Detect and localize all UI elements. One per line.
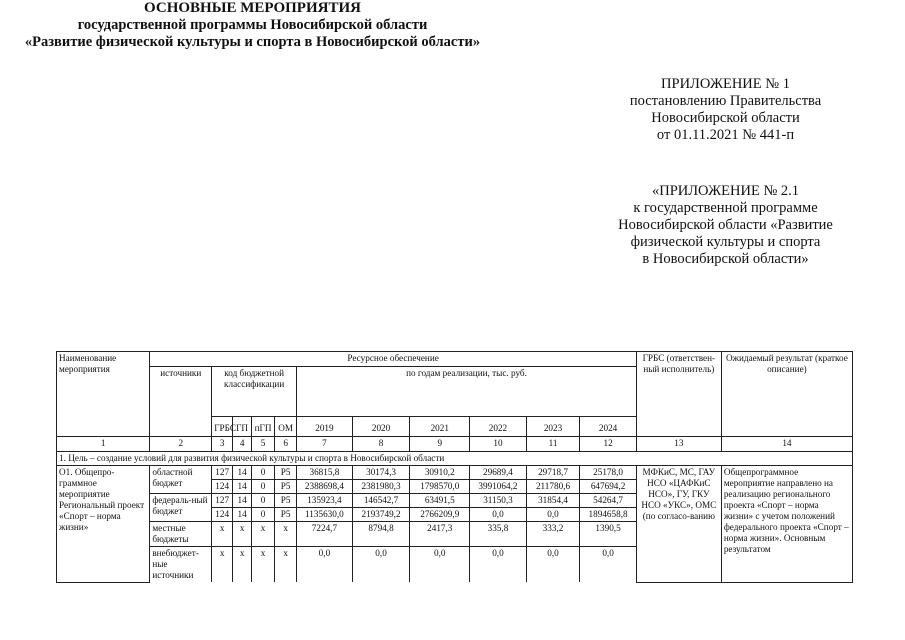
header-year: 2021 bbox=[410, 417, 470, 437]
document-title bbox=[0, 0, 505, 51]
source-label: местные бюджеты bbox=[150, 522, 212, 547]
appendix-1-line: ПРИЛОЖЕНИЕ № 1 bbox=[661, 76, 790, 92]
header-code: ГП bbox=[233, 417, 252, 437]
cell-gp: x bbox=[233, 547, 252, 583]
cell-value: 29718,7 bbox=[526, 466, 579, 480]
header-year: 2024 bbox=[580, 417, 637, 437]
cell-value: 1390,5 bbox=[580, 522, 637, 547]
cell-value: 8794,8 bbox=[352, 522, 410, 547]
title-line: ОСНОВНЫЕ МЕРОПРИЯТИЯ bbox=[144, 0, 361, 16]
cell-gp: 14 bbox=[233, 494, 252, 508]
cell-pgp: x bbox=[252, 547, 275, 583]
cell-value: 2766209,9 bbox=[410, 508, 470, 522]
cell-value: 0,0 bbox=[526, 508, 579, 522]
table-body bbox=[57, 437, 853, 583]
cell-value: 333,2 bbox=[526, 522, 579, 547]
source-label: внебюджет-ные источники bbox=[150, 547, 212, 583]
title-line: государственной программы Новосибирской области bbox=[77, 17, 428, 33]
cell-om: P5 bbox=[275, 480, 297, 494]
cell-value: 63491,5 bbox=[410, 494, 470, 508]
column-number: 4 bbox=[233, 437, 252, 452]
cell-om: x bbox=[275, 522, 297, 547]
column-number: 7 bbox=[297, 437, 353, 452]
table-header bbox=[57, 352, 853, 437]
cell-grbs: 127 bbox=[212, 466, 233, 480]
cell-value: 211780,6 bbox=[526, 480, 579, 494]
column-number: 5 bbox=[252, 437, 275, 452]
cell-om: P5 bbox=[275, 466, 297, 480]
cell-value: 30910,2 bbox=[410, 466, 470, 480]
appendix-2-line: в Новосибирской области» bbox=[642, 251, 809, 267]
cell-grbs: 127 bbox=[212, 494, 233, 508]
cell-value: 0,0 bbox=[297, 547, 353, 583]
cell-value: 146542,7 bbox=[352, 494, 410, 508]
column-number: 13 bbox=[636, 437, 721, 452]
cell-grbs: x bbox=[212, 522, 233, 547]
column-number: 1 bbox=[57, 437, 150, 452]
cell-pgp: 0 bbox=[252, 508, 275, 522]
column-number: 12 bbox=[580, 437, 637, 452]
cell-gp: x bbox=[233, 522, 252, 547]
column-number: 6 bbox=[275, 437, 297, 452]
executor: МФКиС, МС, ГАУ НСО «ЦАФКиС НСО», ГУ, ГКУ НСО «УКС», ОМС (по согласо-ванию bbox=[636, 466, 721, 583]
cell-value: 31854,4 bbox=[526, 494, 579, 508]
column-number: 2 bbox=[150, 437, 212, 452]
header-code: ГРБС bbox=[212, 417, 233, 437]
title-line: «Развитие физической культуры и спорта в Новосибирской области» bbox=[24, 34, 481, 50]
header-sources: источники bbox=[150, 367, 212, 437]
cell-gp: 14 bbox=[233, 466, 252, 480]
cell-grbs: x bbox=[212, 547, 233, 583]
cell-om: P5 bbox=[275, 494, 297, 508]
cell-value: 0,0 bbox=[526, 547, 579, 583]
header-result: Ожидаемый результат (краткое описание) bbox=[721, 352, 852, 437]
appendix-2-header bbox=[598, 183, 853, 268]
appendix-2-line: к государственной программе bbox=[633, 200, 818, 216]
cell-om: P5 bbox=[275, 508, 297, 522]
cell-value: 30174,3 bbox=[352, 466, 410, 480]
cell-value: 2388698,4 bbox=[297, 480, 353, 494]
goal-row: 1. Цель – создание условий для развития физической культуры и спорта в Новосибирской области bbox=[57, 452, 853, 466]
column-number: 10 bbox=[470, 437, 527, 452]
appendix-1-line: от 01.11.2021 № 441-п bbox=[656, 127, 795, 143]
event-name: О1. Общепро-граммное мероприятие Региональный проект «Спорт – норма жизни» bbox=[57, 466, 150, 583]
column-number: 9 bbox=[410, 437, 470, 452]
cell-value: 29689,4 bbox=[470, 466, 527, 480]
cell-value: 0,0 bbox=[410, 547, 470, 583]
header-grbs-executor: ГРБС (ответствен-ный исполнитель) bbox=[636, 352, 721, 437]
appendix-1-header bbox=[598, 76, 853, 144]
cell-value: 1135630,0 bbox=[297, 508, 353, 522]
cell-value: 335,8 bbox=[470, 522, 527, 547]
column-number-row bbox=[57, 437, 853, 452]
cell-pgp: x bbox=[252, 522, 275, 547]
cell-value: 1894658,8 bbox=[580, 508, 637, 522]
cell-value: 135923,4 bbox=[297, 494, 353, 508]
header-year: 2019 bbox=[297, 417, 353, 437]
cell-value: 31150,3 bbox=[470, 494, 527, 508]
header-year: 2023 bbox=[526, 417, 579, 437]
cell-grbs: 124 bbox=[212, 508, 233, 522]
header-code: ОМ bbox=[275, 417, 297, 437]
cell-value: 2193749,2 bbox=[352, 508, 410, 522]
appendix-2-line: Новосибирской области «Развитие bbox=[618, 217, 833, 233]
cell-value: 0,0 bbox=[352, 547, 410, 583]
cell-value: 36815,8 bbox=[297, 466, 353, 480]
cell-value: 7224,7 bbox=[297, 522, 353, 547]
cell-value: 2417,3 bbox=[410, 522, 470, 547]
column-number: 11 bbox=[526, 437, 579, 452]
header-name: Наименование мероприятия bbox=[57, 352, 150, 437]
source-label: федераль-ный бюджет bbox=[150, 494, 212, 522]
cell-value: 0,0 bbox=[470, 547, 527, 583]
cell-value: 0,0 bbox=[580, 547, 637, 583]
cell-value: 1798570,0 bbox=[410, 480, 470, 494]
expected-result: Общепрограммное мероприятие направлено на реализацию регионального проекта «Спорт – норма жизни» с учетом положений федерального проекта «Спорт – норма жизни». Основным результатом bbox=[721, 466, 852, 583]
header-years: по годам реализации, тыс. руб. bbox=[297, 367, 637, 417]
cell-value: 647694,2 bbox=[580, 480, 637, 494]
main-activities-table bbox=[56, 351, 853, 583]
cell-value: 25178,0 bbox=[580, 466, 637, 480]
column-number: 8 bbox=[352, 437, 410, 452]
appendix-1-line: постановлению Правительства bbox=[629, 93, 822, 109]
cell-pgp: 0 bbox=[252, 494, 275, 508]
appendix-1-line: Новосибирской области bbox=[651, 110, 800, 126]
header-code: пГП bbox=[252, 417, 275, 437]
cell-value: 3991064,2 bbox=[470, 480, 527, 494]
header-budget-code: код бюджетной классификации bbox=[212, 367, 297, 417]
cell-gp: 14 bbox=[233, 480, 252, 494]
cell-value: 54264,7 bbox=[580, 494, 637, 508]
cell-value: 0,0 bbox=[470, 508, 527, 522]
table-row bbox=[57, 466, 853, 480]
source-label: областной бюджет bbox=[150, 466, 212, 494]
appendix-2-line: «ПРИЛОЖЕНИЕ № 2.1 bbox=[651, 183, 800, 199]
cell-pgp: 0 bbox=[252, 480, 275, 494]
cell-pgp: 0 bbox=[252, 466, 275, 480]
column-number: 3 bbox=[212, 437, 233, 452]
header-year: 2020 bbox=[352, 417, 410, 437]
cell-gp: 14 bbox=[233, 508, 252, 522]
header-year: 2022 bbox=[470, 417, 527, 437]
cell-om: x bbox=[275, 547, 297, 583]
column-number: 14 bbox=[721, 437, 852, 452]
header-resources: Ресурсное обеспечение bbox=[150, 352, 637, 367]
cell-grbs: 124 bbox=[212, 480, 233, 494]
cell-value: 2381980,3 bbox=[352, 480, 410, 494]
appendix-2-line: физической культуры и спорта bbox=[630, 234, 821, 250]
